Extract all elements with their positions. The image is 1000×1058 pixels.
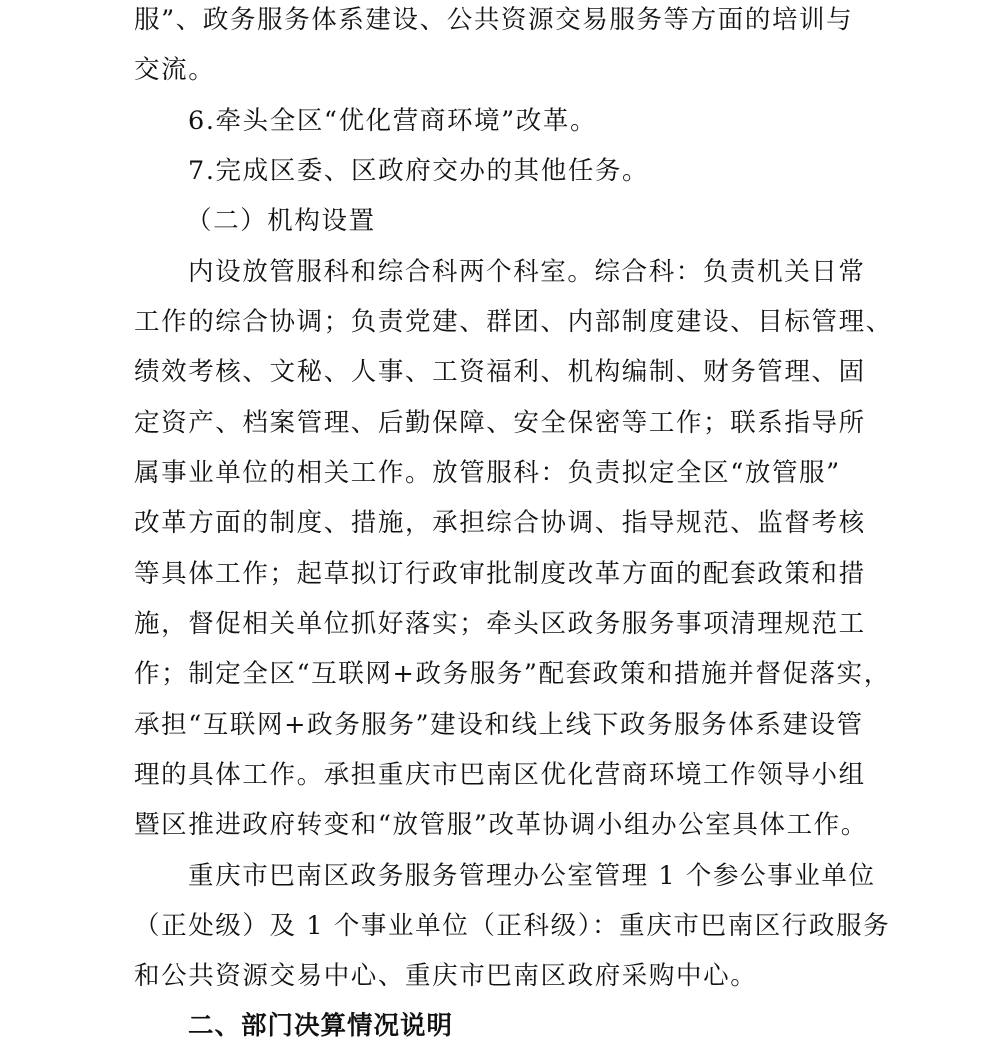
paragraph-institution-line-3: 绩效考核、文秘、人事、工资福利、机构编制、财务管理、固 [134, 357, 866, 387]
paragraph-institution-line-6: 改革方面的制度、措施，承担综合协调、指导规范、监督考核 [134, 508, 866, 538]
section-heading-department-accounts: 二、部门决算情况说明 [188, 1011, 454, 1041]
list-item-6: 6.牵头全区“优化营商环境”改革。 [188, 106, 598, 136]
paragraph-institution-line-8: 施，督促相关单位抓好落实；牵头区政务服务事项清理规范工 [134, 609, 866, 639]
paragraph-institution-line-7: 等具体工作；起草拟订行政审批制度改革方面的配套政策和措 [134, 559, 866, 589]
paragraph-units-line-3: 和公共资源交易中心、重庆市巴南区政府采购中心。 [134, 961, 758, 991]
section-heading-institution: （二）机构设置 [186, 206, 376, 236]
paragraph-line-1: 服”、政务服务体系建设、公共资源交易服务等方面的培训与 [134, 5, 854, 35]
paragraph-institution-line-11: 理的具体工作。承担重庆市巴南区优化营商环境工作领导小组 [134, 760, 866, 790]
paragraph-line-2: 交流。 [134, 55, 216, 85]
paragraph-institution-line-5: 属事业单位的相关工作。放管服科：负责拟定全区“放管服” [134, 458, 841, 488]
paragraph-units-line-1: 重庆市巴南区政务服务管理办公室管理 1 个参公事业单位 [188, 861, 876, 891]
paragraph-institution-line-9: 作；制定全区“互联网+政务服务”配套政策和措施并督促落实， [134, 659, 891, 689]
paragraph-institution-line-10: 承担“互联网+政务服务”建设和线上线下政务服务体系建设管 [134, 710, 864, 740]
paragraph-institution-line-1: 内设放管服科和综合科两个科室。综合科：负责机关日常 [188, 257, 866, 287]
list-item-7: 7.完成区委、区政府交办的其他任务。 [188, 156, 650, 186]
paragraph-units-line-2: （正处级）及 1 个事业单位（正科级）：重庆市巴南区行政服务 [134, 911, 891, 941]
paragraph-institution-line-4: 定资产、档案管理、后勤保障、安全保密等工作；联系指导所 [134, 408, 866, 438]
paragraph-institution-line-2: 工作的综合协调；负责党建、群团、内部制度建设、目标管理、 [134, 307, 893, 337]
paragraph-institution-line-12: 暨区推进政府转变和“放管服”改革协调小组办公室具体工作。 [134, 810, 868, 840]
